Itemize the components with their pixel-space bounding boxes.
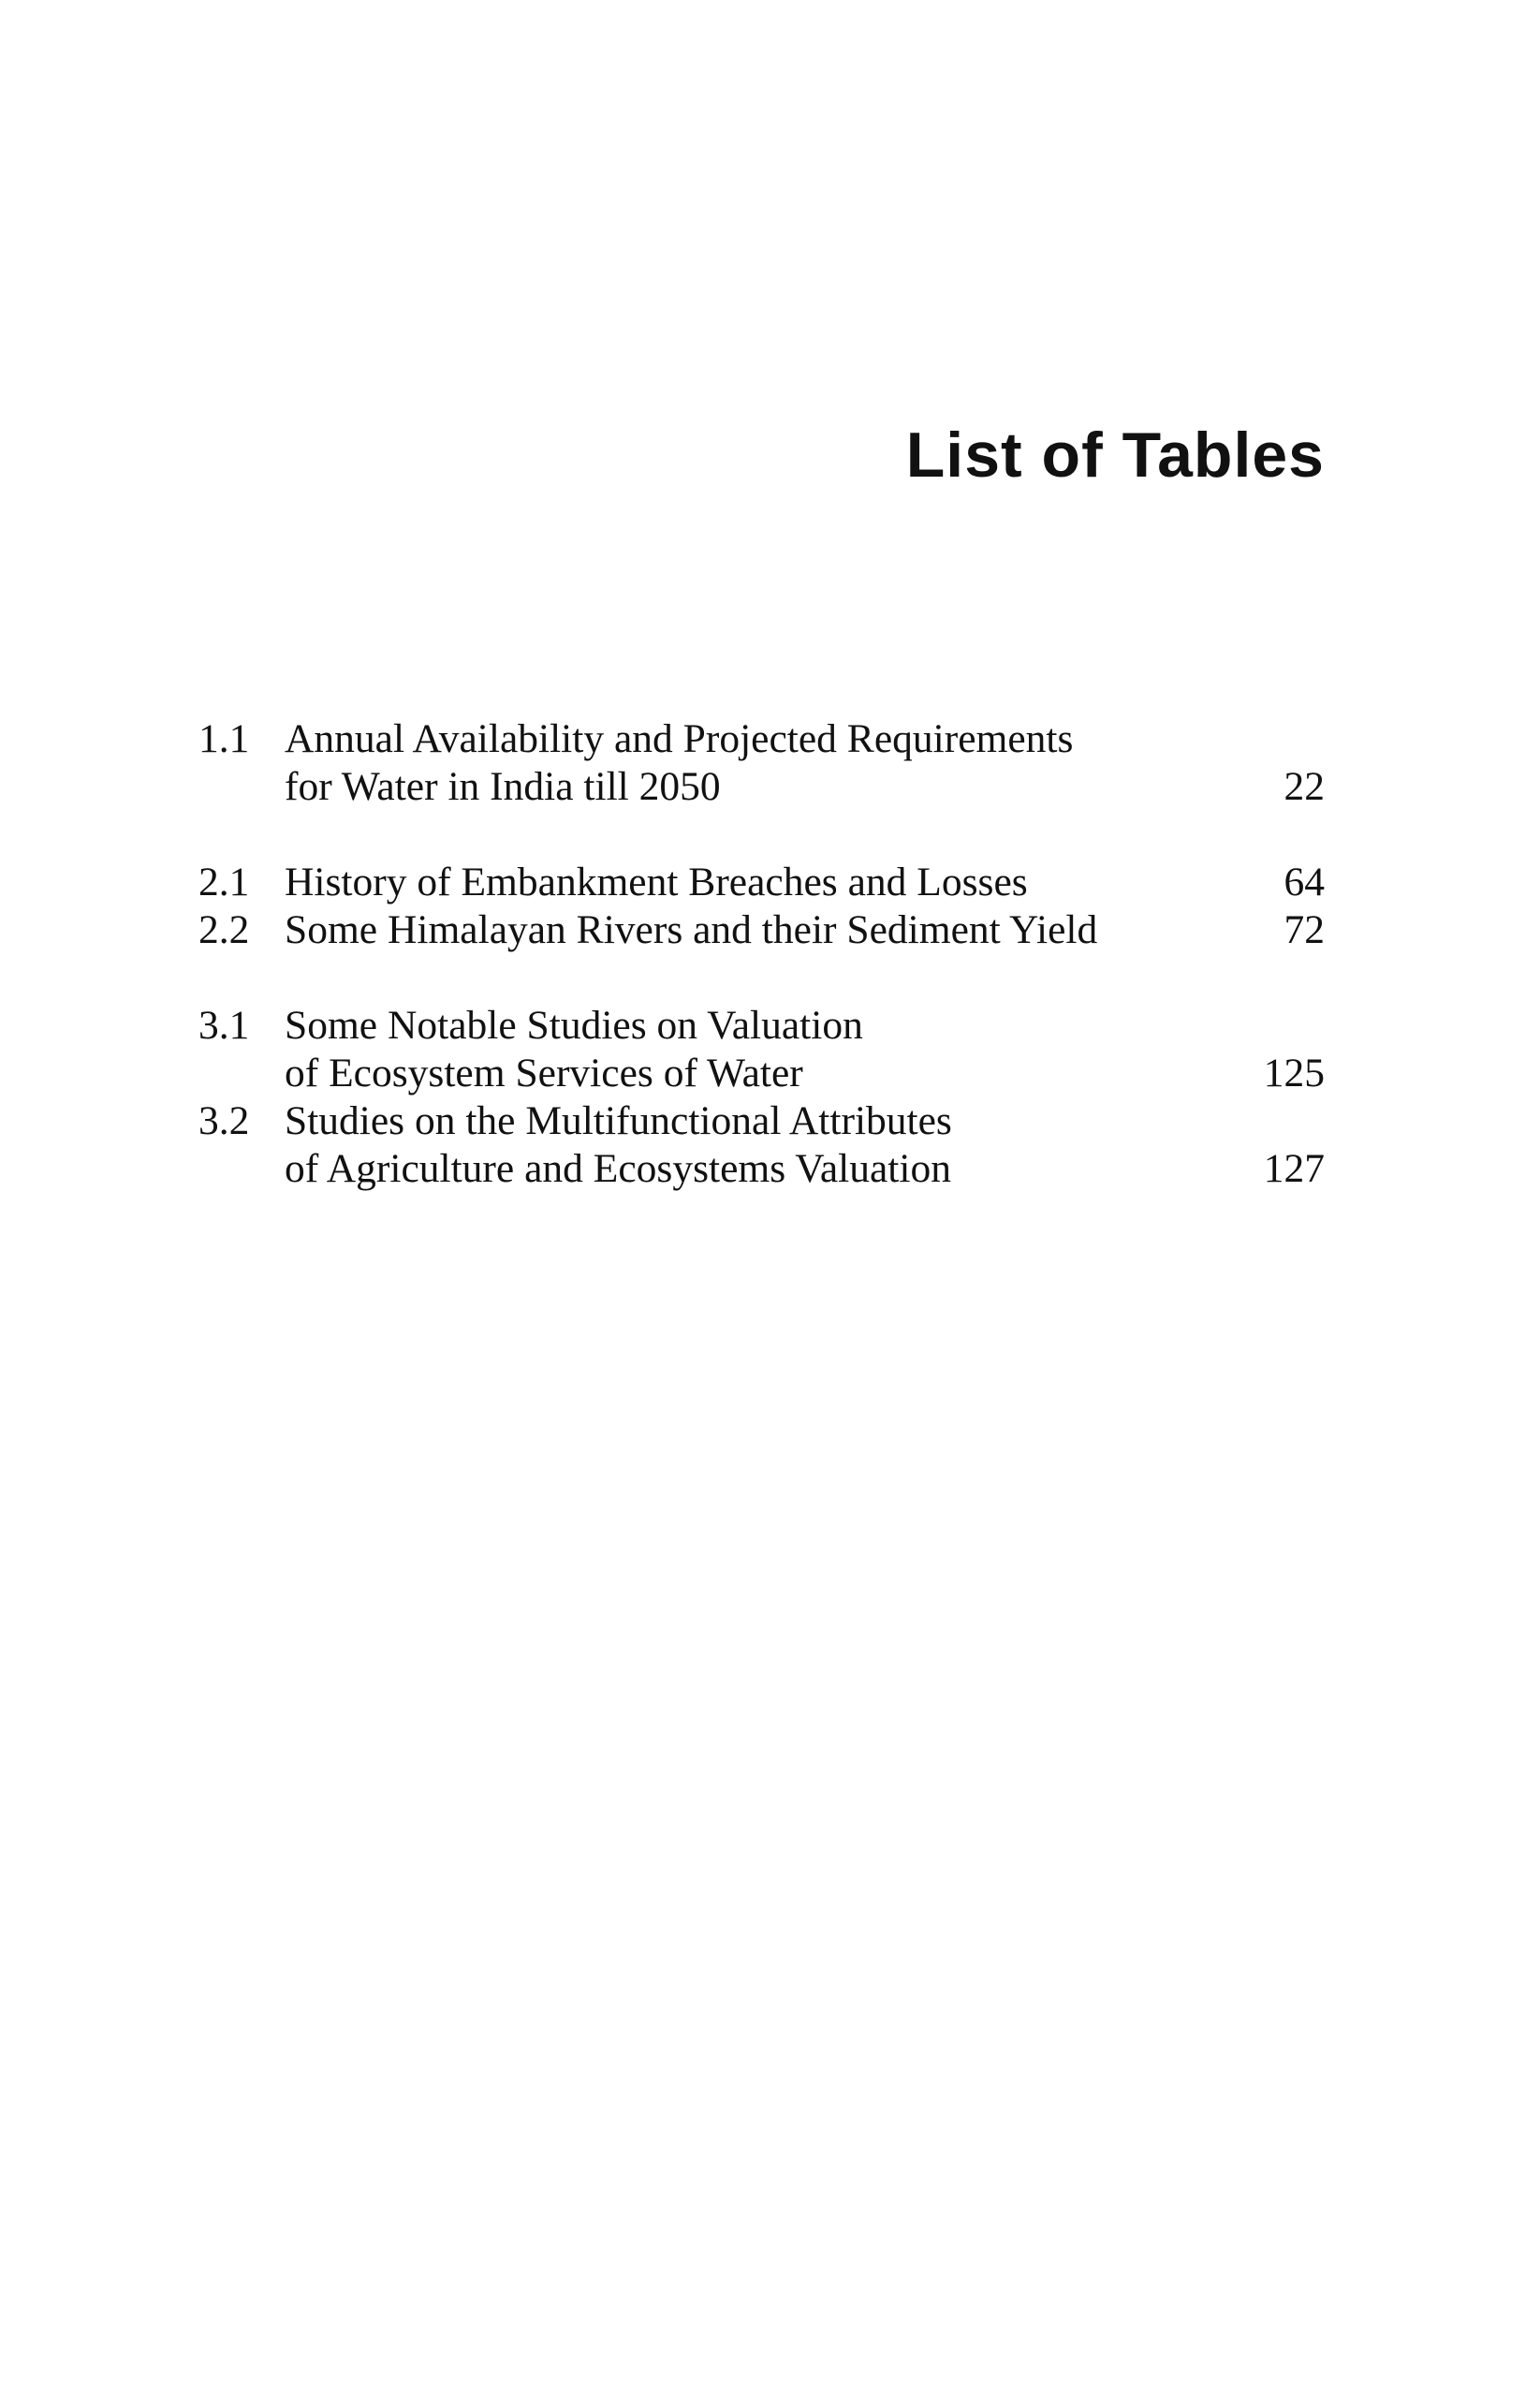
section-gap <box>198 954 1325 1002</box>
table-title <box>285 859 1240 906</box>
section-gap <box>198 811 1325 859</box>
table-entry-1-1[interactable] <box>198 715 1325 811</box>
table-title-line: Some Himalayan Rivers and their Sediment Yield <box>285 907 1098 952</box>
table-number: 2.1 <box>198 860 250 905</box>
table-number: 3.2 <box>198 1098 250 1143</box>
page-number: 127 <box>1263 1146 1325 1191</box>
table-number: 1.1 <box>198 716 250 761</box>
table-list <box>198 715 1325 1193</box>
table-title-line: Annual Availability and Projected Requirements <box>285 716 1074 761</box>
table-entry-2-1[interactable] <box>198 859 1325 906</box>
table-title-line: Studies on the Multifunctional Attributes <box>285 1098 952 1143</box>
page-number: 22 <box>1283 764 1325 809</box>
table-title <box>285 715 1240 811</box>
table-entry-3-1[interactable] <box>198 1002 1325 1097</box>
page-number: 72 <box>1283 907 1325 952</box>
table-title <box>285 906 1240 954</box>
table-number: 3.1 <box>198 1003 250 1048</box>
table-title <box>285 1097 1240 1193</box>
table-title-line: of Agriculture and Ecosystems Valuation <box>285 1146 951 1191</box>
table-entry-2-2[interactable] <box>198 906 1325 954</box>
table-entry-3-2[interactable] <box>198 1097 1325 1193</box>
page-title: List of Tables <box>905 419 1325 491</box>
page-number: 64 <box>1283 860 1325 905</box>
table-title <box>285 1002 1240 1097</box>
table-title-line: History of Embankment Breaches and Losses <box>285 860 1028 905</box>
table-number: 2.2 <box>198 907 250 952</box>
table-title-line: of Ecosystem Services of Water <box>285 1051 803 1096</box>
table-title-line: for Water in India till 2050 <box>285 764 721 809</box>
page-number: 125 <box>1263 1051 1325 1096</box>
table-title-line: Some Notable Studies on Valuation <box>285 1003 863 1048</box>
